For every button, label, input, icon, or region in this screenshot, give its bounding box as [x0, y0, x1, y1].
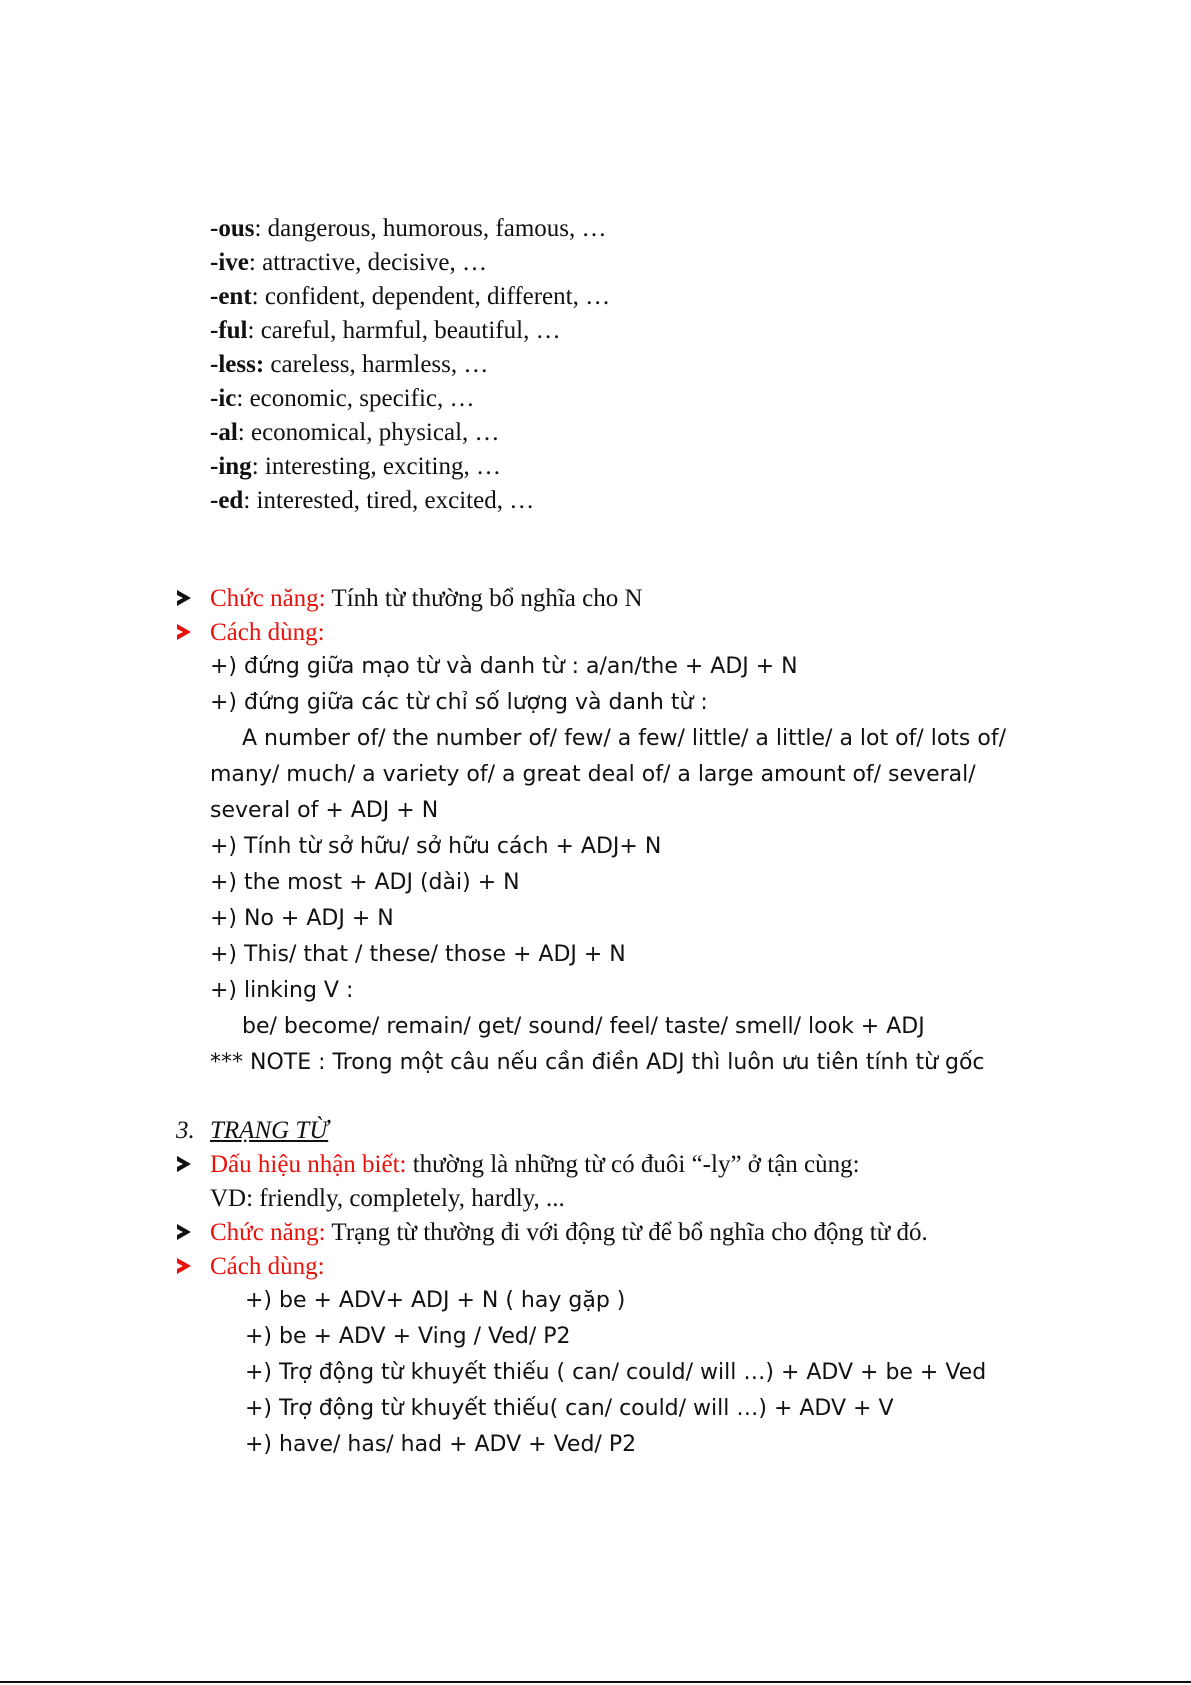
adjective-usage-label: Cách dùng:: [210, 619, 325, 646]
suffix-item: -less: careless, harmless, …: [210, 351, 489, 378]
usage-item: be/ become/ remain/ get/ sound/ feel/ taste/ smell/ look + ADJ: [242, 1014, 925, 1039]
usage-item: +) the most + ADJ (dài) + N: [210, 870, 520, 895]
adverb-example: VD: friendly, completely, hardly, ...: [210, 1185, 565, 1212]
usage-item: +) Tính từ sở hữu/ sở hữu cách + ADJ+ N: [210, 834, 662, 859]
usage-item: +) đứng giữa các từ chỉ số lượng và danh từ :: [210, 690, 708, 715]
suffix-item: -ous: dangerous, humorous, famous, …: [210, 215, 607, 242]
arrow-bullet-icon: [177, 1224, 191, 1240]
suffix-item: -al: economical, physical, …: [210, 419, 500, 446]
usage-item: +) Trợ động từ khuyết thiếu ( can/ could/ will …) + ADV + be + Ved: [245, 1360, 987, 1385]
note: *** NOTE : Trong một câu nếu cần điền ADJ thì luôn ưu tiên tính từ gốc: [210, 1050, 985, 1075]
usage-item: +) đứng giữa mạo từ và danh từ : a/an/the + ADJ + N: [210, 654, 798, 679]
usage-item: many/ much/ a variety of/ a great deal of/ a large amount of/ several/: [210, 762, 976, 787]
arrow-bullet-icon: [177, 1156, 191, 1172]
adverb-sign: Dấu hiệu nhận biết: thường là những từ có đuôi “-ly” ở tận cùng:: [210, 1151, 860, 1178]
usage-item: +) be + ADV + Ving / Ved/ P2: [245, 1324, 571, 1349]
usage-item: A number of/ the number of/ few/ a few/ little/ a little/ a lot of/ lots of/: [242, 726, 1006, 751]
page-bottom-rule: [0, 1681, 1191, 1683]
arrow-bullet-icon: [177, 590, 191, 606]
usage-item: +) have/ has/ had + ADV + Ved/ P2: [245, 1432, 637, 1457]
usage-item: +) be + ADV+ ADJ + N ( hay gặp ): [245, 1288, 626, 1313]
suffix-item: -ed: interested, tired, excited, …: [210, 487, 535, 514]
arrow-bullet-icon: [177, 624, 191, 640]
suffix-item: -ent: confident, dependent, different, …: [210, 283, 611, 310]
arrow-bullet-icon: [177, 1258, 191, 1274]
usage-item: +) linking V :: [210, 978, 354, 1003]
usage-item: +) No + ADJ + N: [210, 906, 394, 931]
section-heading: TRẠNG TỪ: [210, 1117, 329, 1144]
suffix-item: -ic: economic, specific, …: [210, 385, 475, 412]
section-number: 3.: [176, 1117, 195, 1144]
adjective-function: Chức năng: Tính từ thường bổ nghĩa cho N: [210, 585, 643, 612]
adverb-function: Chức năng: Trạng từ thường đi với động từ để bổ nghĩa cho động từ đó.: [210, 1219, 928, 1246]
usage-item: +) This/ that / these/ those + ADJ + N: [210, 942, 626, 967]
suffix-item: -ful: careful, harmful, beautiful, …: [210, 317, 561, 344]
usage-item: several of + ADJ + N: [210, 798, 439, 823]
usage-item: +) Trợ động từ khuyết thiếu( can/ could/ will …) + ADV + V: [245, 1396, 894, 1421]
suffix-item: -ing: interesting, exciting, …: [210, 453, 501, 480]
adverb-usage-label: Cách dùng:: [210, 1253, 325, 1280]
suffix-item: -ive: attractive, decisive, …: [210, 249, 487, 276]
